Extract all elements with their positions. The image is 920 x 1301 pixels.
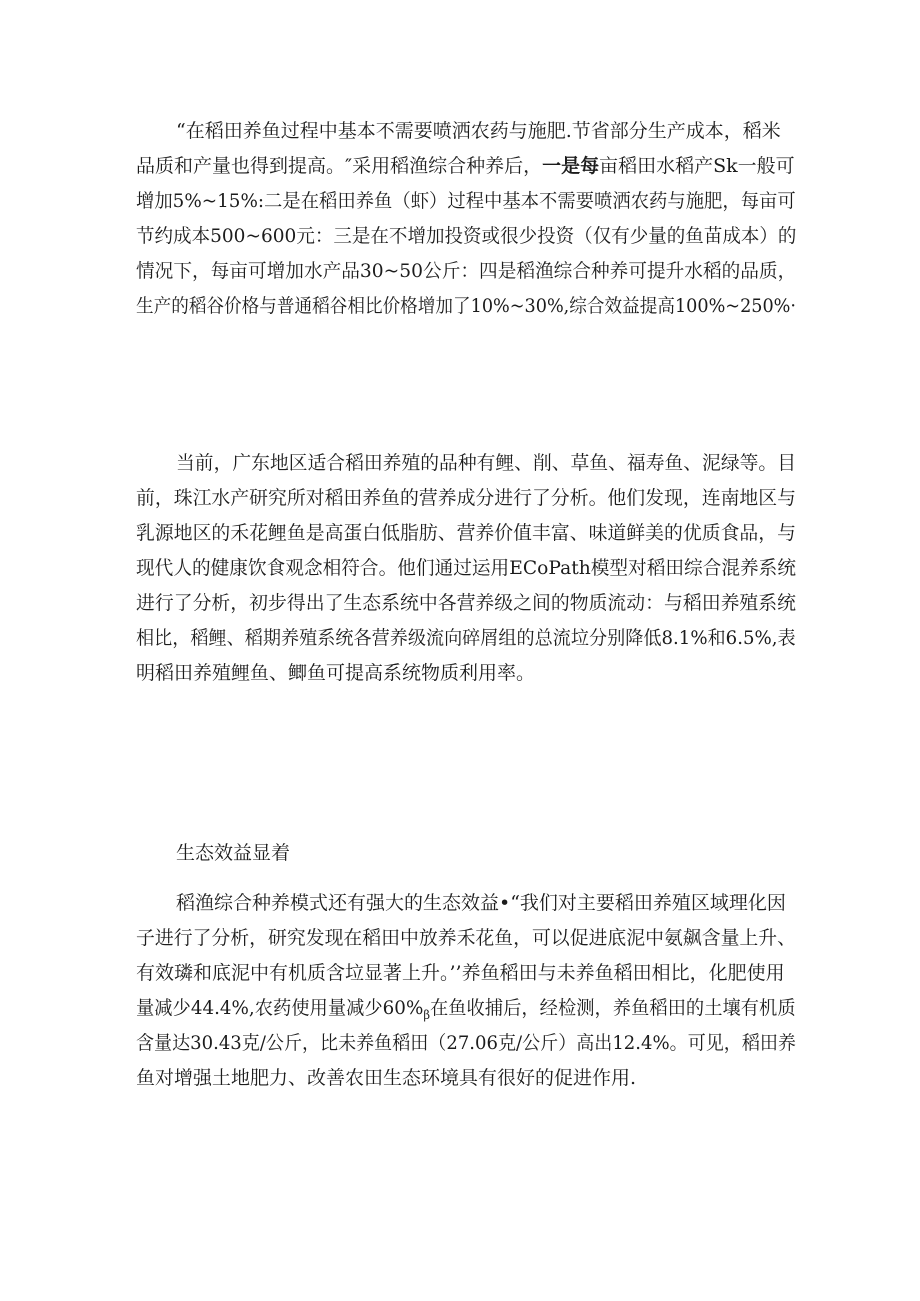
- text-run: 在鱼收捕后，经检测，养鱼稻田的土壤有机质: [429, 997, 796, 1019]
- paragraph-line: 相比，稻鲤、稻期养殖系统各营养级流向碎屑组的总流垃分别降低8.1%和6.5%,表: [136, 627, 796, 649]
- paragraph-ecological-benefits: [136, 886, 796, 1096]
- paragraph-line: 有效璘和底泥中有机质含垃显著上升。’’养鱼稻田与未养鱼稻田相比，化肥使用: [136, 962, 785, 984]
- paragraph-line: 当前，广东地区适合稻田养殖的品种有鲤、削、草鱼、福寿鱼、泥绿等。目: [176, 452, 797, 474]
- paragraph-line: 子进行了分析，研究发现在稻田中放养禾花鱼，可以促进底泥中氨飙含量上升、: [136, 927, 797, 949]
- subscript-mark: β: [423, 1007, 430, 1022]
- section-heading: 生态效益显着: [176, 842, 291, 864]
- paragraph-line: “在稻田养鱼过程中基本不需要喷洒农药与施肥.节省部分生产成本，稻米: [176, 120, 781, 142]
- paragraph-line: 进行了分析，初步得出了生态系统中各营养级之间的物质流动：与稻田养殖系统: [136, 592, 797, 614]
- text-run: 亩稻田水稻产Sk一般可: [599, 155, 795, 177]
- paragraph-line: 节约成本500~600元：三是在不增加投资或很少投资（仅有少量的鱼苗成本）的: [136, 225, 797, 247]
- paragraph-line: 情况下，每亩可增加水产品30~50公斤：四是稻渔综合种养可提升水稻的品质，: [136, 260, 797, 282]
- paragraph-line: 乳源地区的禾花鲤鱼是高蛋白低脂肪、营养价值丰富、味道鲜美的优质食品，与: [136, 522, 797, 544]
- paragraph-line: 含量达30.43克/公斤，比未养鱼稻田（27.06克/公斤）高出12.4%。可见，稻田养: [136, 1032, 796, 1054]
- paragraph-line: 前，珠江水产研究所对稻田养鱼的营养成分进行了分析。他们发现，连南地区与: [136, 487, 797, 509]
- paragraph-guangdong-species: [136, 446, 796, 691]
- paragraph-line: 鱼对增强土地肥力、改善农田生态环境具有很好的促进作用.: [136, 1067, 637, 1089]
- paragraph-line: 明稻田养殖鲤鱼、鲫鱼可提高系统物质利用率。: [136, 662, 536, 684]
- paragraph-line: [136, 149, 796, 184]
- paragraph-line: 增加5%~15%:二是在稻田养鱼（虾）过程中基本不需要喷洒农药与施肥，每亩可: [136, 190, 796, 212]
- paragraph-line: [136, 991, 796, 1026]
- text-run: 量减少44.4%,农药使用量减少60%: [136, 997, 424, 1019]
- paragraph-line: 现代人的健康饮食观念相符合。他们通过运用ECoPath模型对稻田综合混养系统: [136, 557, 796, 579]
- paragraph-line: 生产的稻谷价格与普通稻谷相比价格增加了10%~30%,综合效益提高100%~250%·: [136, 295, 797, 317]
- paragraph-line: 稻渔综合种养模式还有强大的生态效益•“我们对主要稻田养殖区域理化因: [176, 892, 786, 914]
- paragraph-economic-benefits: [136, 114, 796, 324]
- text-run: 品质和产量也得到提高。″采用稻渔综合种养后，: [136, 155, 543, 177]
- bold-text-run: 一是每: [542, 155, 600, 177]
